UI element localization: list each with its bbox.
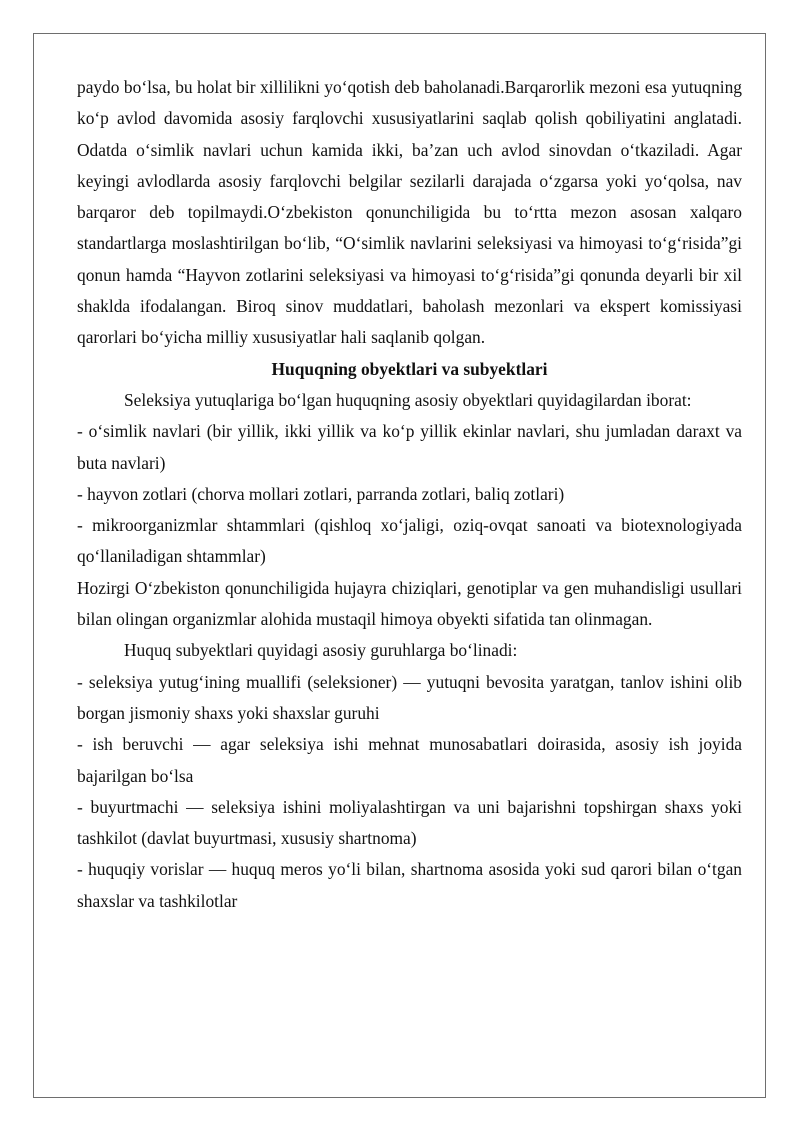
subjects-list-item-successors: - huquqiy vorislar — huquq meros yo‘li bilan, shartnoma asosida yoki sud qarori bilan o‘tgan shaxslar va tashkilotlar	[77, 859, 742, 911]
section-heading: Huquqning obyektlari va subyektlari	[271, 358, 548, 379]
subjects-list-item-employer: - ish beruvchi — agar seleksiya ishi mehnat munosabatlari doirasida, asosiy ish joyida bajarilgan bo‘lsa	[77, 734, 742, 786]
intro-paragraph: paydo bo‘lsa, bu holat bir xillilikni yo‘qotish deb baholanadi.Barqarorlik mezoni esa yutuqning ko‘p avlod davomida asosiy farqlovchi xususiyatlarini saqlab qolish qobiliyatini anglatadi. Odatda o‘simlik navlari uchun kamida ikki, ba’zan uch avlod sinovdan o‘tkaziladi. Agar keyingi avlodlarda asosiy farqlovchi belgilar sezilarli darajada o‘zgarsa yoki yo‘qolsa, nav barqaror deb topilmaydi.O‘zbekiston qonunchiligida bu to‘rtta mezon asosan xalqaro standartlarga moslashtirilgan bo‘lib, “O‘simlik navlarini seleksiyasi va himoyasi to‘g‘risida”gi qonun hamda “Hayvon zotlarini seleksiyasi va himoyasi to‘g‘risida”gi qonunda deyarli bir xil shaklda ifodalangan. Biroq sinov muddatlari, baholash mezonlari va ekspert komissiyasi qarorlari bo‘yicha milliy xususiyatlar hali saqlanib qolgan.	[77, 77, 742, 348]
subjects-intro: Huquq subyektlari quyidagi asosiy guruhlarga bo‘linadi:	[124, 640, 518, 661]
document-body	[77, 72, 742, 917]
objects-list-item-breeds: - hayvon zotlari (chorva mollari zotlari, parranda zotlari, baliq zotlari)	[77, 483, 565, 504]
subjects-list-item-customer: - buyurtmachi — seleksiya ishini moliyalashtirgan va uni bajarishni topshirgan shaxs yoki tashkilot (davlat buyurtmasi, xususiy shartnoma)	[77, 796, 742, 849]
objects-list-item-strains: - mikroorganizmlar shtammlari (qishloq xo‘jaligi, oziq-ovqat sanoati va biotexnologiyada qo‘llaniladigan shtammlar)	[77, 515, 742, 567]
objects-note-paragraph: Hozirgi O‘zbekiston qonunchiligida hujayra chiziqlari, genotiplar va gen muhandisligi usullari bilan olingan organizmlar alohida mustaqil himoya obyekti sifatida tan olinmagan.	[77, 577, 742, 630]
objects-intro: Seleksiya yutuqlariga bo‘lgan huquqning asosiy obyektlari quyidagilardan iborat:	[124, 389, 692, 410]
subjects-list-item-author: - seleksiya yutug‘ining muallifi (seleksioner) — yutuqni bevosita yaratgan, tanlov ishini olib borgan jismoniy shaxs yoki shaxslar guruhi	[77, 671, 742, 723]
objects-list-item-plants: - o‘simlik navlari (bir yillik, ikki yillik va ko‘p yillik ekinlar navlari, shu jumladan daraxt va buta navlari)	[77, 421, 742, 473]
